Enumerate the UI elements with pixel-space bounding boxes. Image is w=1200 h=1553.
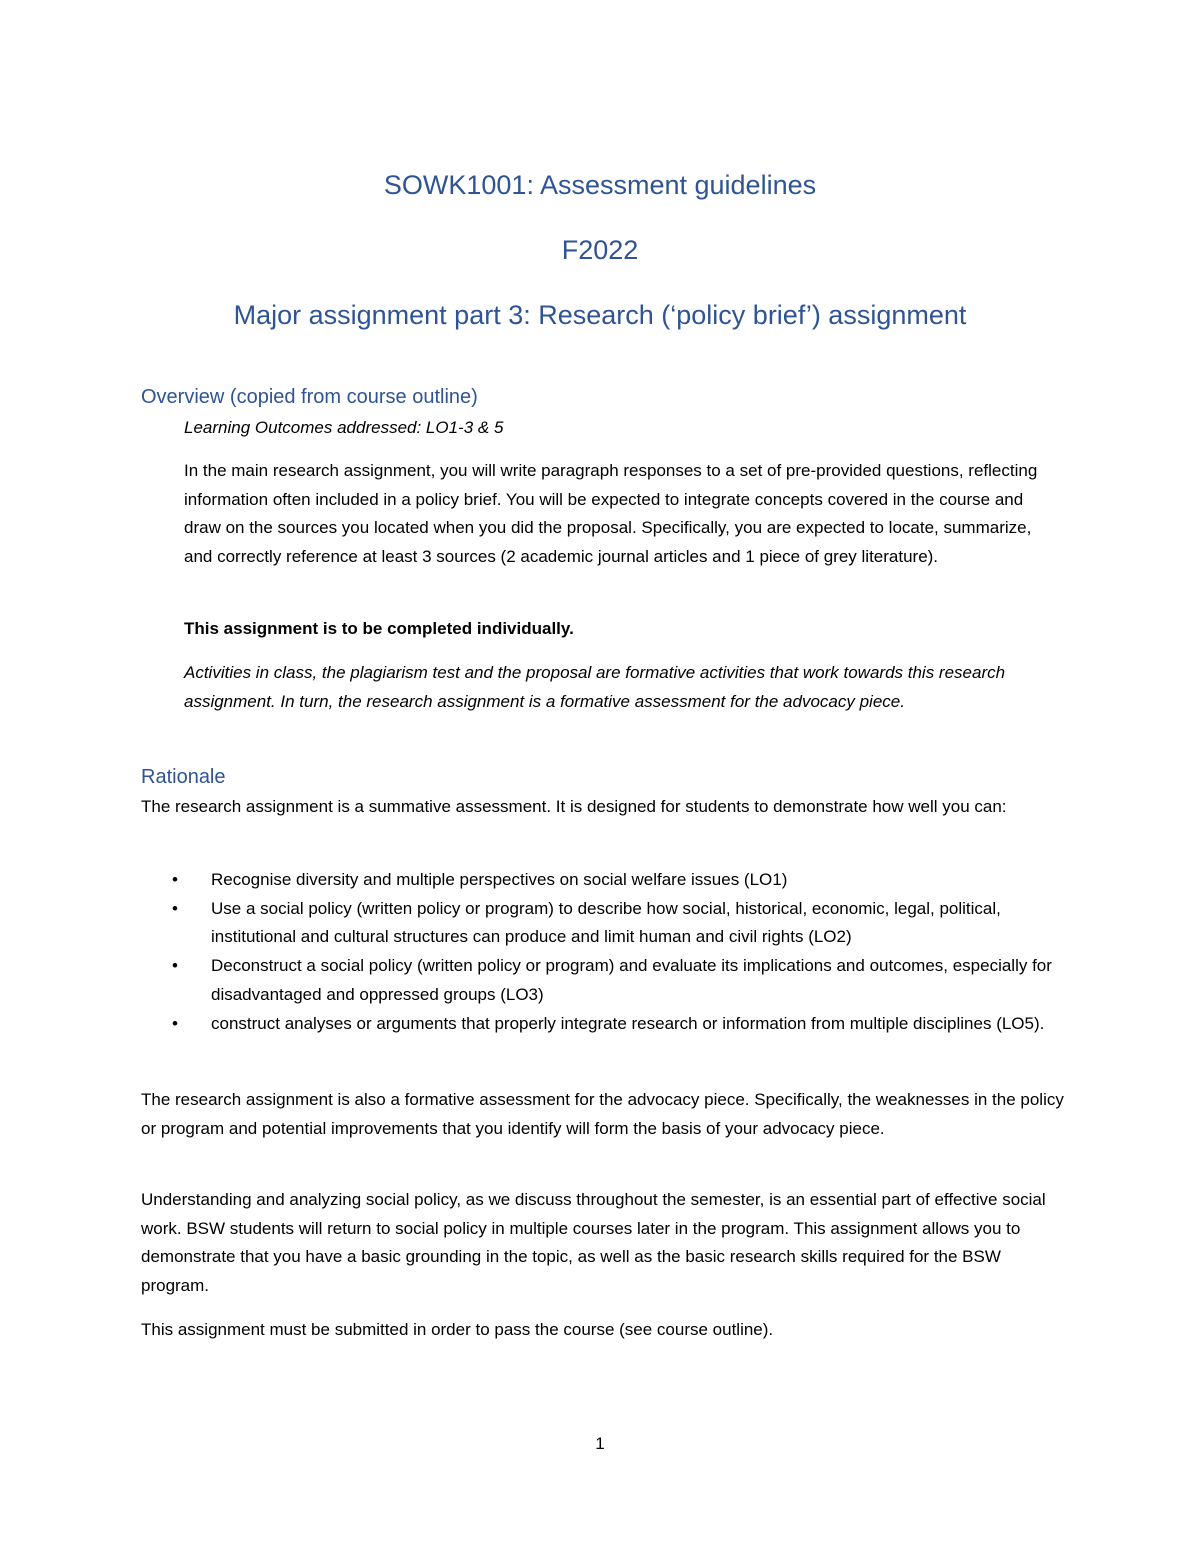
- list-item-text: Deconstruct a social policy (written policy or program) and evaluate its implications and outcomes, especially for disadvantaged and oppressed groups (LO3): [211, 956, 1052, 1004]
- list-item: [141, 1010, 1066, 1039]
- submission-requirement-note: This assignment must be submitted in order to pass the course (see course outline).: [141, 1320, 774, 1339]
- social-policy-paragraph: Understanding and analyzing social policy, as we discuss throughout the semester, is an essential part of effective social work. BSW students will return to social policy in multiple courses later in the program. This assignment allows you to demonstrate that you have a basic grounding in the topic, as well as the basic research skills required for the BSW program.: [141, 1190, 1046, 1296]
- bullet-icon: •: [172, 870, 178, 889]
- formative-activities-note: Activities in class, the plagiarism test and the proposal are formative activities that work towards this research assignment. In turn, the research assignment is a formative assessment for the advocacy piece.: [184, 663, 1006, 711]
- overview-paragraph: In the main research assignment, you will write paragraph responses to a set of pre-provided questions, reflecting information often included in a policy brief. You will be expected to integrate concepts covered in the course and draw on the sources you located when you did the proposal. Specifically, you are expected to locate, summarize, and correctly reference at least 3 sources (2 academic journal articles and 1 piece of grey literature).: [184, 461, 1038, 567]
- bullet-icon: •: [172, 1013, 178, 1033]
- overview-heading: Overview (copied from course outline): [141, 386, 478, 408]
- document-term: F2022: [561, 235, 639, 265]
- list-item: [141, 866, 1066, 895]
- learning-outcomes-line: Learning Outcomes addressed: LO1-3 & 5: [184, 418, 504, 437]
- document-subtitle: Major assignment part 3: Research (‘policy brief’) assignment: [233, 300, 967, 330]
- rationale-heading: Rationale: [141, 766, 226, 788]
- document-title: SOWK1001: Assessment guidelines: [383, 170, 817, 200]
- list-item: [141, 952, 1066, 1009]
- individual-work-note: This assignment is to be completed individually.: [184, 619, 574, 638]
- bullet-icon: •: [172, 956, 178, 976]
- bullet-icon: •: [172, 898, 178, 918]
- list-item: [141, 895, 1066, 952]
- list-item-text: Recognise diversity and multiple perspectives on social welfare issues (LO1): [211, 870, 788, 889]
- rationale-intro-paragraph: The research assignment is a summative assessment. It is designed for students to demonstrate how well you can:: [141, 797, 1007, 816]
- list-item-text: Use a social policy (written policy or program) to describe how social, historical, economic, legal, political, institutional and cultural structures can produce and limit human and civil rights (LO2): [211, 898, 1001, 947]
- learning-outcomes-list: [141, 866, 1066, 1038]
- list-item-text: construct analyses or arguments that properly integrate research or information from multiple disciplines (LO5).: [211, 1013, 1045, 1033]
- formative-assessment-paragraph: The research assignment is also a formative assessment for the advocacy piece. Specifically, the weaknesses in the policy or program and potential improvements that you identify will form the basis of your advocacy piece.: [141, 1090, 1064, 1138]
- page-number: 1: [595, 1434, 605, 1453]
